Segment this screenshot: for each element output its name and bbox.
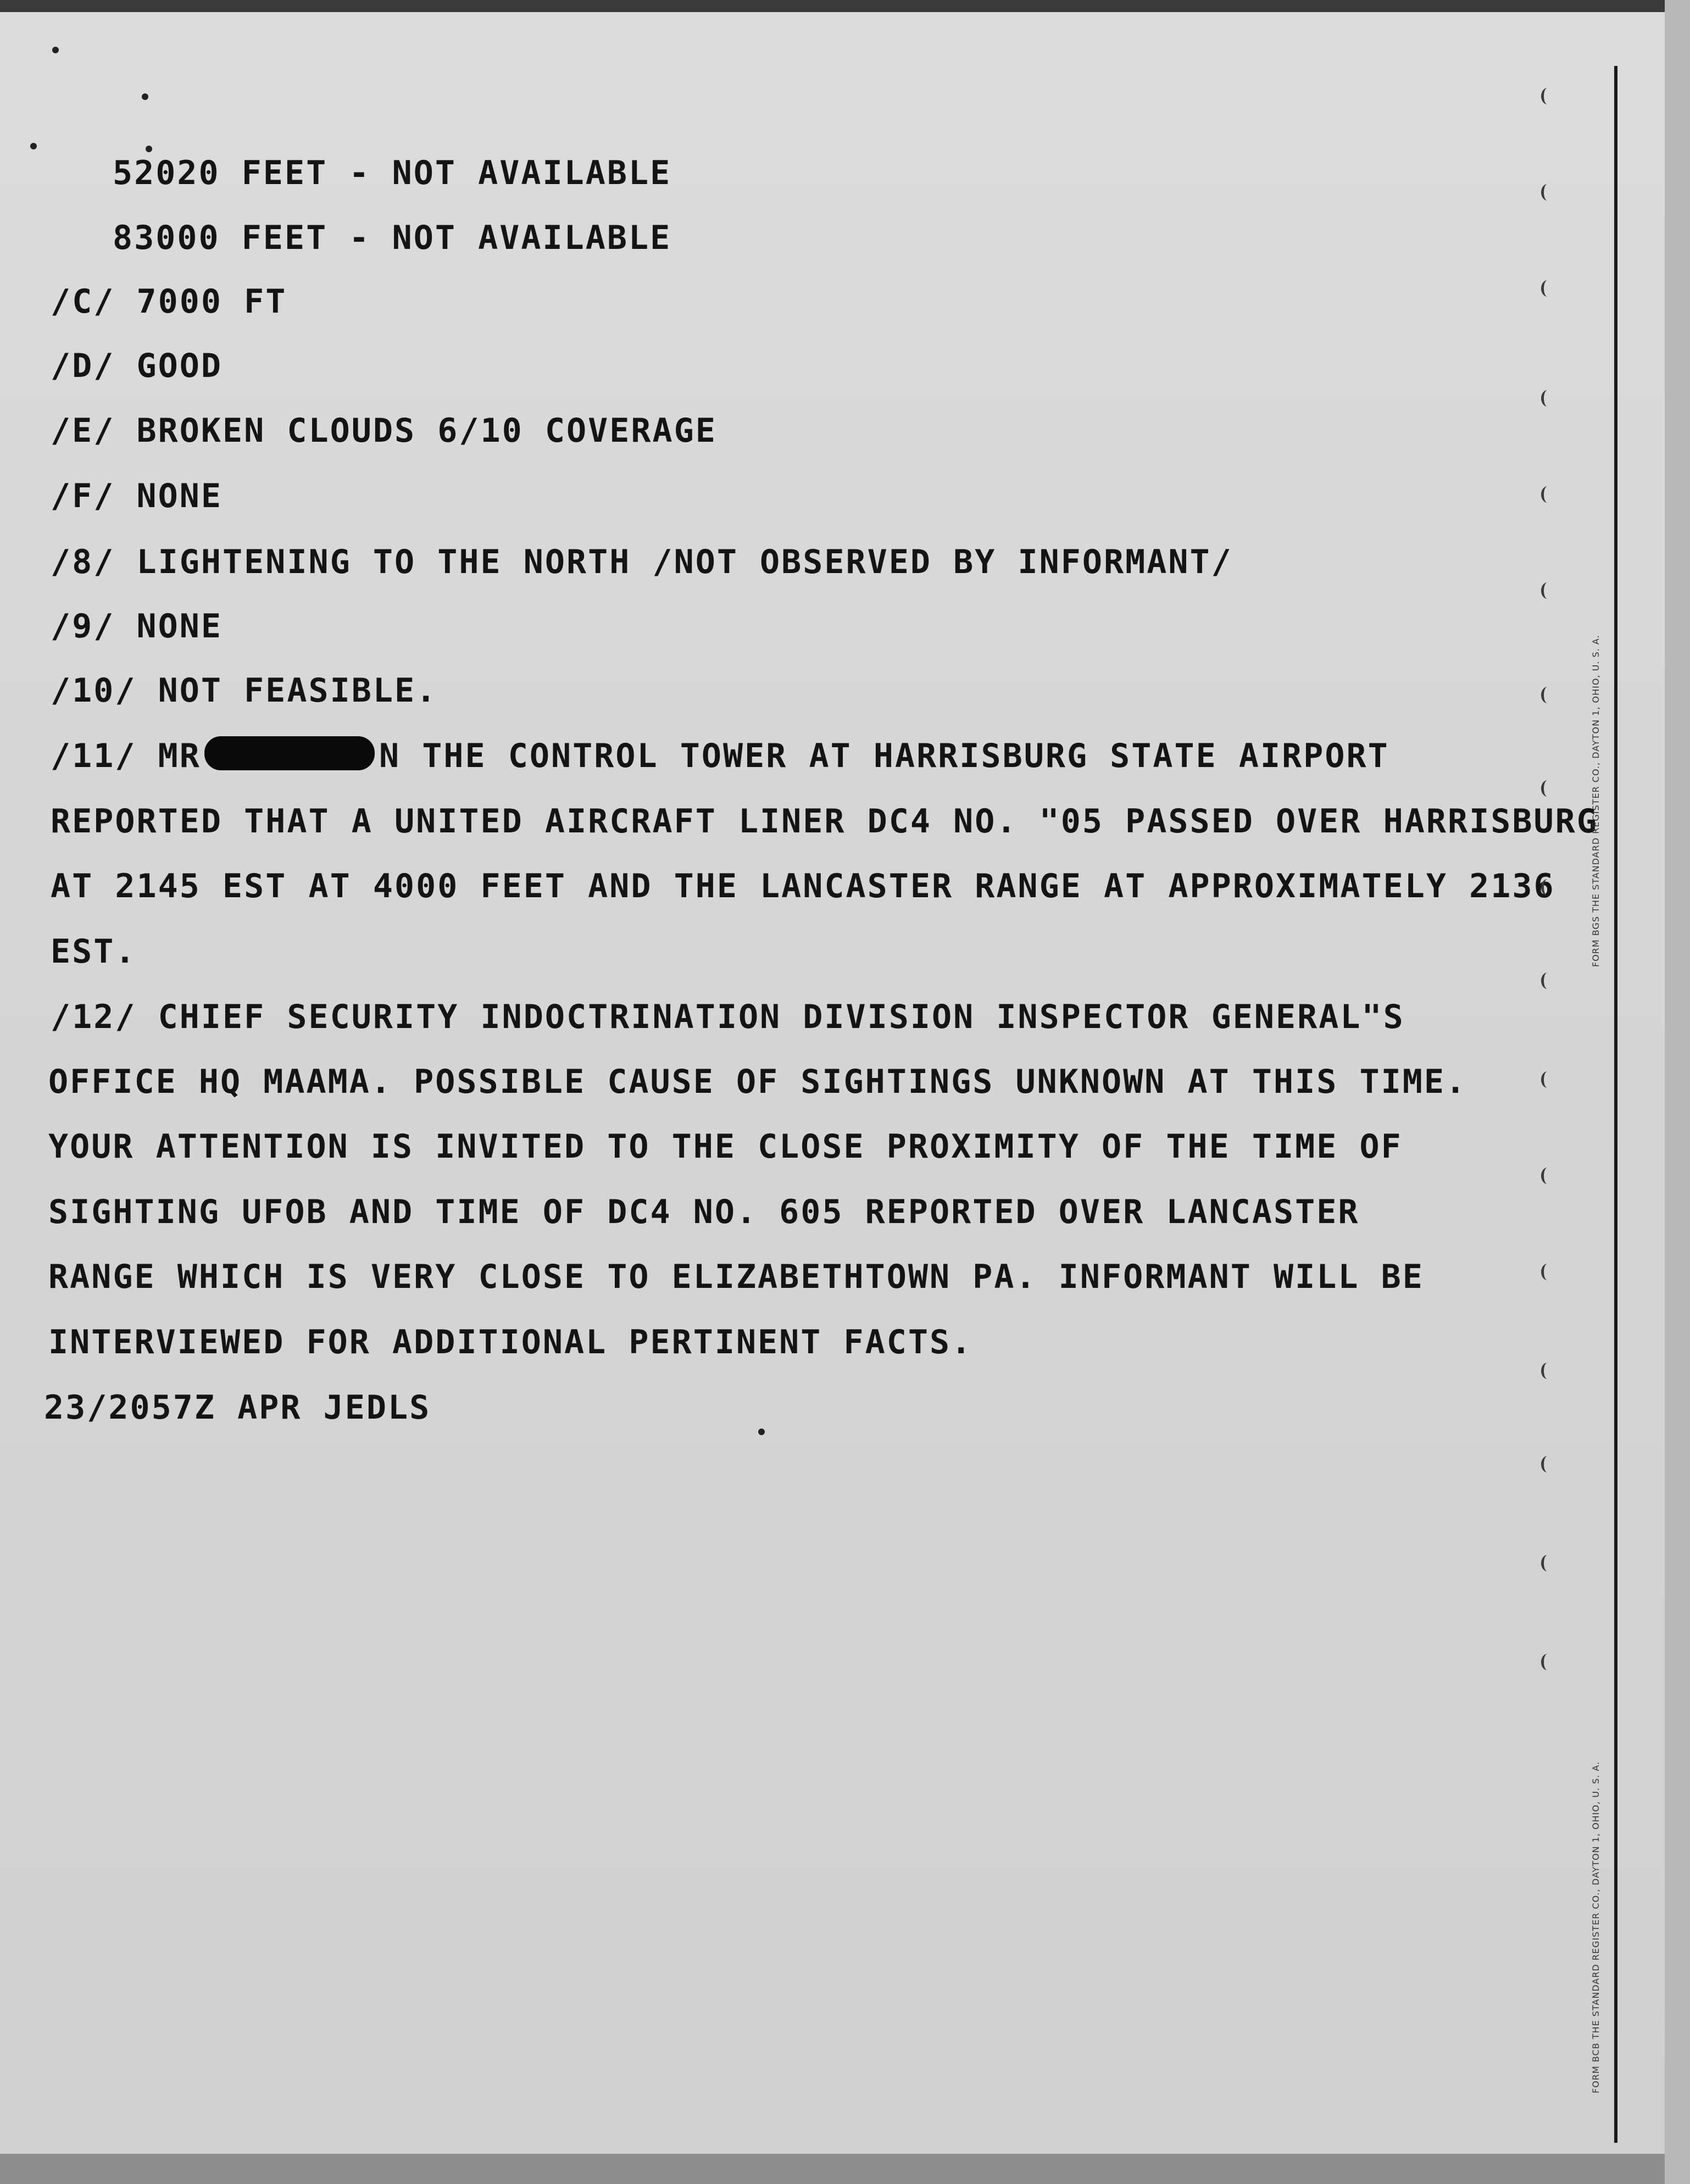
feed-mark <box>1541 1363 1554 1379</box>
scan-speck <box>30 143 37 149</box>
feed-mark <box>1541 486 1554 503</box>
feed-mark <box>1541 184 1554 201</box>
feed-mark <box>1541 582 1554 599</box>
line-item-11-cont-2: AT 2145 EST AT 4000 FEET AND THE LANCASTER RANGE AT APPROXIMATELY 2136 <box>51 867 1555 905</box>
feed-mark <box>1541 1555 1554 1571</box>
line-item-9: /9/ NONE <box>51 607 223 646</box>
line-item-11-rest: N THE CONTROL TOWER AT HARRISBURG STATE AIRPORT <box>379 737 1389 775</box>
line-item-12-cont-4: RANGE WHICH IS VERY CLOSE TO ELIZABETHTOWN PA. INFORMANT WILL BE <box>48 1258 1424 1296</box>
line-item-10: /10/ NOT FEASIBLE. <box>51 671 438 710</box>
line-item-e: /E/ BROKEN CLOUDS 6/10 COVERAGE <box>51 412 717 450</box>
feed-mark <box>1541 280 1554 297</box>
line-item-11-cont-3: EST. <box>51 932 137 971</box>
scan-speck <box>146 146 152 152</box>
feed-mark <box>1541 88 1554 104</box>
line-item-f: /F/ NONE <box>51 477 223 515</box>
feed-mark <box>1541 1168 1554 1184</box>
line-item-c: /C/ 7000 FT <box>51 282 287 321</box>
line-item-12-cont-5: INTERVIEWED FOR ADDITIONAL PERTINENT FACTS. <box>48 1323 973 1361</box>
line-item-8: /8/ LIGHTENING TO THE NORTH /NOT OBSERVED BY INFORMANT/ <box>51 543 1233 581</box>
line-item-11-cont-1: REPORTED THAT A UNITED AIRCRAFT LINER DC4 NO. "05 PASSED OVER HARRISBURG <box>51 802 1598 841</box>
scan-speck <box>758 1429 765 1435</box>
line-item-11-start: /11/ MR <box>51 737 201 775</box>
feed-mark <box>1541 1654 1554 1670</box>
scan-speck <box>142 93 148 100</box>
line-item-12: /12/ CHIEF SECURITY INDOCTRINATION DIVISION INSPECTOR GENERAL"S <box>51 998 1405 1036</box>
printer-stamp-upper: FORM BGS THE STANDARD REGISTER CO., DAYTON 1, OHIO, U. S. A. <box>1591 635 1601 967</box>
line-item-d: /D/ GOOD <box>51 347 223 385</box>
feed-mark <box>1541 1264 1554 1280</box>
feed-mark <box>1541 780 1554 797</box>
line-item-12-cont-2: YOUR ATTENTION IS INVITED TO THE CLOSE PROXIMITY OF THE TIME OF <box>48 1127 1403 1166</box>
scan-speck <box>52 47 59 53</box>
feed-mark <box>1541 1456 1554 1472</box>
feed-mark <box>1541 972 1554 989</box>
feed-mark <box>1541 687 1554 703</box>
line-item-12-cont-3: SIGHTING UFOB AND TIME OF DC4 NO. 605 REPORTED OVER LANCASTER <box>48 1193 1360 1231</box>
line-52020-feet: 52020 FEET - NOT AVAILABLE <box>113 154 672 192</box>
redaction-block <box>204 736 375 770</box>
feed-mark <box>1541 1071 1554 1088</box>
line-83000-feet: 83000 FEET - NOT AVAILABLE <box>113 219 672 257</box>
scan-bottom-edge <box>0 2154 1690 2184</box>
line-item-12-cont-1: OFFICE HQ MAAMA. POSSIBLE CAUSE OF SIGHTINGS UNKNOWN AT THIS TIME. <box>48 1063 1467 1101</box>
margin-rule-line <box>1614 66 1617 2143</box>
scan-right-edge <box>1665 0 1690 2184</box>
form-feed-marks <box>1541 88 1563 1736</box>
printer-stamp-lower: FORM BCB THE STANDARD REGISTER CO., DAYTON 1, OHIO, U. S. A. <box>1591 1761 1601 2093</box>
feed-mark <box>1541 390 1554 407</box>
feed-mark <box>1541 879 1554 896</box>
line-date-time-group: 23/2057Z APR JEDLS <box>44 1388 431 1427</box>
